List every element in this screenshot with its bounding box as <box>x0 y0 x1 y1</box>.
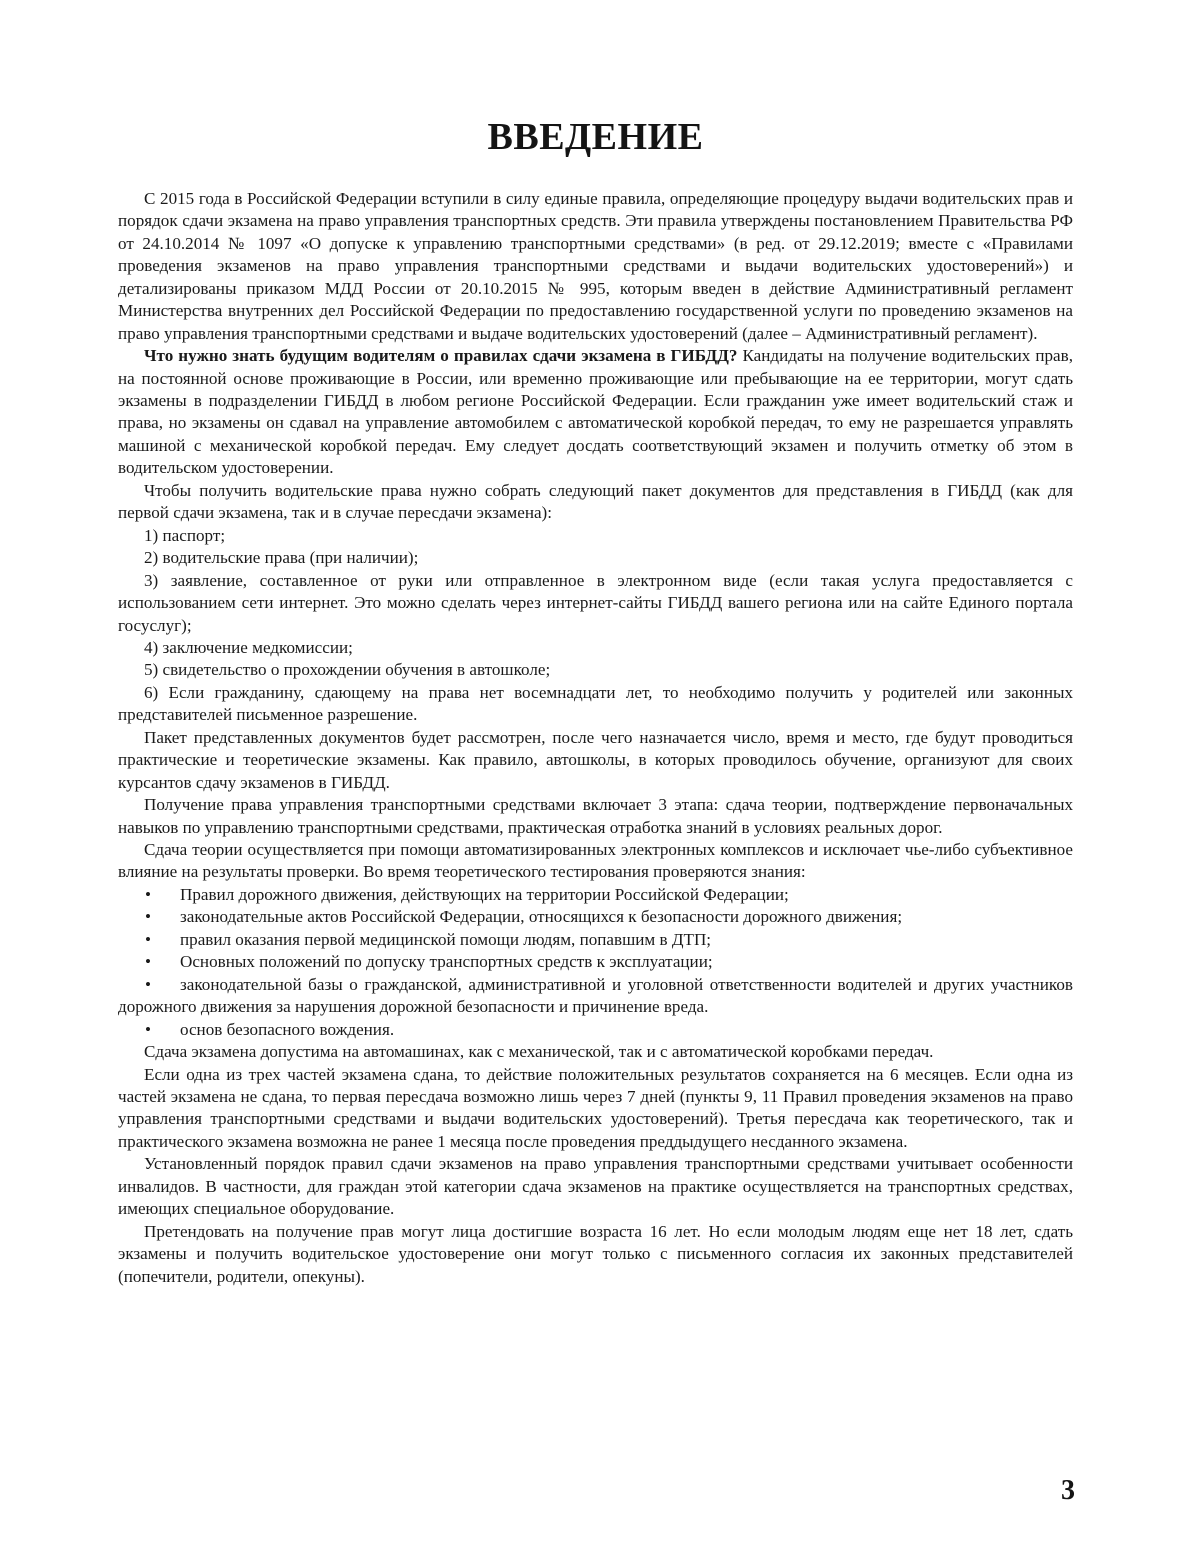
list-item-label: законодательные актов Российской Федерации, относящихся к безопасности дорожного движения; <box>180 907 903 927</box>
numbered-item: 5) свидетельство о прохождении обучения в автошколе; <box>144 660 551 680</box>
list-item-label: Правил дорожного движения, действующих на территории Российской Федерации; <box>180 884 789 904</box>
paragraph-gearbox-types: Сдача экзамена допустима на автомашинах, как с механической, так и с автоматической коробками передач. <box>144 1042 934 1062</box>
list-item <box>118 884 1073 906</box>
list-item <box>118 951 1073 973</box>
paragraph-minimum-age: Претендовать на получение прав могут лица достигшие возраста 16 лет. Но если молодым людям еще нет 18 лет, сдать экзамены и получить водительское удостоверение они могут только с письменного согласия их законных представителей (попечители, родители, опекуны). <box>118 1221 1073 1286</box>
numbered-item: 2) водительские права (при наличии); <box>144 548 419 568</box>
numbered-item: 1) паспорт; <box>144 525 226 545</box>
paragraph-three-stages: Получение права управления транспортными средствами включает 3 этапа: сдача теории, подтверждение первоначальных навыков по управлению транспортными средствами, практическая отработка знаний в условиях реальных дорог. <box>118 795 1073 837</box>
paragraph-theory-testing: Сдача теории осуществляется при помощи автоматизированных электронных комплексов и исключает чье-либо субъективное влияние на результаты проверки. Во время теоретического тестирования проверяются знания: <box>118 840 1073 882</box>
paragraph-lead-rest: Кандидаты на получение водительских прав, на постоянной основе проживающие в России, или временно проживающие или пребывающие на ее территории, могут сдать экзамены в подразделении ГИБДД в любом регионе Российской Федерации. Если гражданин уже имеет водительский стаж и права, но экзамены он сдавал на управление автомобилем с автоматической коробкой передач, то ему не разрешается управлять машиной с механической коробкой передач. Ему следует досдать соответствующий экзамен и получить отметку об этом в водительском удостоверении. <box>118 346 1073 478</box>
list-item-label: законодательной базы о гражданской, административной и уголовной ответственности водителей и других участников дорожного движения за нарушения дорожной безопасности и причинение вреда. <box>118 974 1073 1017</box>
list-item-label: основ безопасного вождения. <box>180 1019 395 1039</box>
bullet-dot-icon: • <box>145 907 151 927</box>
paragraph-what-to-know <box>118 345 1073 480</box>
list-item <box>118 929 1073 951</box>
paragraph-intro: С 2015 года в Российской Федерации вступили в силу единые правила, определяющие процедуру выдачи водительских прав и порядок сдачи экзамена на право управления транспортных средств. Эти правила утверждены постановлением Правительства РФ от 24.10.2014 № 1097 «О допуске к управлению транспортными средствами» (в ред. от 29.12.2019; вместе с «Правилами проведения экзаменов на право управления транспортными средствами и выдачи водительских удостоверений») и детализированы приказом МДД России от 20.10.2015 № 995, которым введен в действие Административный регламент Министерства внутренних дел Российской Федерации по предоставлению государственной услуги по проведению экзаменов на право управления транспортными средствами и выдаче водительских удостоверений (далее – Административный регламент). <box>118 188 1073 343</box>
numbered-item: 3) заявление, составленное от руки или отправленное в электронном виде (если такая услуга предоставляется с использованием сети интернет. Это можно сделать через интернет-сайты ГИБДД вашего региона или на сайте Единого портала госуслуг); <box>118 570 1073 635</box>
page-content <box>118 118 1073 1288</box>
list-item-label: Основных положений по допуску транспортных средств к эксплуатации; <box>180 952 713 972</box>
bullet-dot-icon: • <box>145 884 151 904</box>
numbered-item: 6) Если гражданину, сдающему на права нет восемнадцати лет, то необходимо получить у родителей или законных представителей письменное разрешение. <box>118 682 1073 725</box>
list-item-label: правил оказания первой медицинской помощи людям, попавшим в ДТП; <box>180 929 712 949</box>
bullet-dot-icon: • <box>145 952 151 972</box>
paragraph-package-review: Пакет представленных документов будет рассмотрен, после чего назначается число, время и место, где будут проводиться практические и теоретические экзамены. Как правило, автошколы, в которых проводилось обучение, организуют для своих курсантов сдачу экзаменов в ГИБДД. <box>118 727 1073 792</box>
numbered-item: 4) заключение медкомиссии; <box>144 637 353 657</box>
bullet-dot-icon: • <box>145 1019 151 1039</box>
paragraph-disabled-persons: Установленный порядок правил сдачи экзаменов на право управления транспортными средствами учитывает особенности инвалидов. В частности, для граждан этой категории сдача экзаменов на практике осуществляется на транспортных средствах, имеющих специальное оборудование. <box>118 1154 1073 1219</box>
bullet-dot-icon: • <box>145 929 151 949</box>
paragraph-retake-rules: Если одна из трех частей экзамена сдана, то действие положительных результатов сохраняется на 6 месяцев. Если одна из частей экзамена не сдана, то первая пересдача возможно лишь через 7 дней (пункты 9, 11 Правил проведения экзаменов на право управления транспортными средствами и выдачи водительских удостоверений). Третья пересдача как теоретического, так и практического экзамена возможна не ранее 1 месяца после проведения преддыдущего несданного экзамена. <box>118 1064 1073 1151</box>
list-item <box>118 974 1073 1019</box>
bullet-dot-icon: • <box>145 974 151 994</box>
page-number: 3 <box>1061 1475 1075 1506</box>
list-item <box>118 906 1073 928</box>
list-item <box>118 1019 1073 1041</box>
page-title: ВВЕДЕНИЕ <box>487 116 704 158</box>
knowledge-bullet-list <box>118 884 1073 1041</box>
paragraph-lead-in: Что нужно знать будущим водителям о правилах сдачи экзамена в ГИБДД? <box>144 346 738 366</box>
paragraph-documents-intro: Чтобы получить водительские права нужно собрать следующий пакет документов для представления в ГИБДД (как для первой сдачи экзамена, так и в случае пересдачи экзамена): <box>118 480 1073 523</box>
